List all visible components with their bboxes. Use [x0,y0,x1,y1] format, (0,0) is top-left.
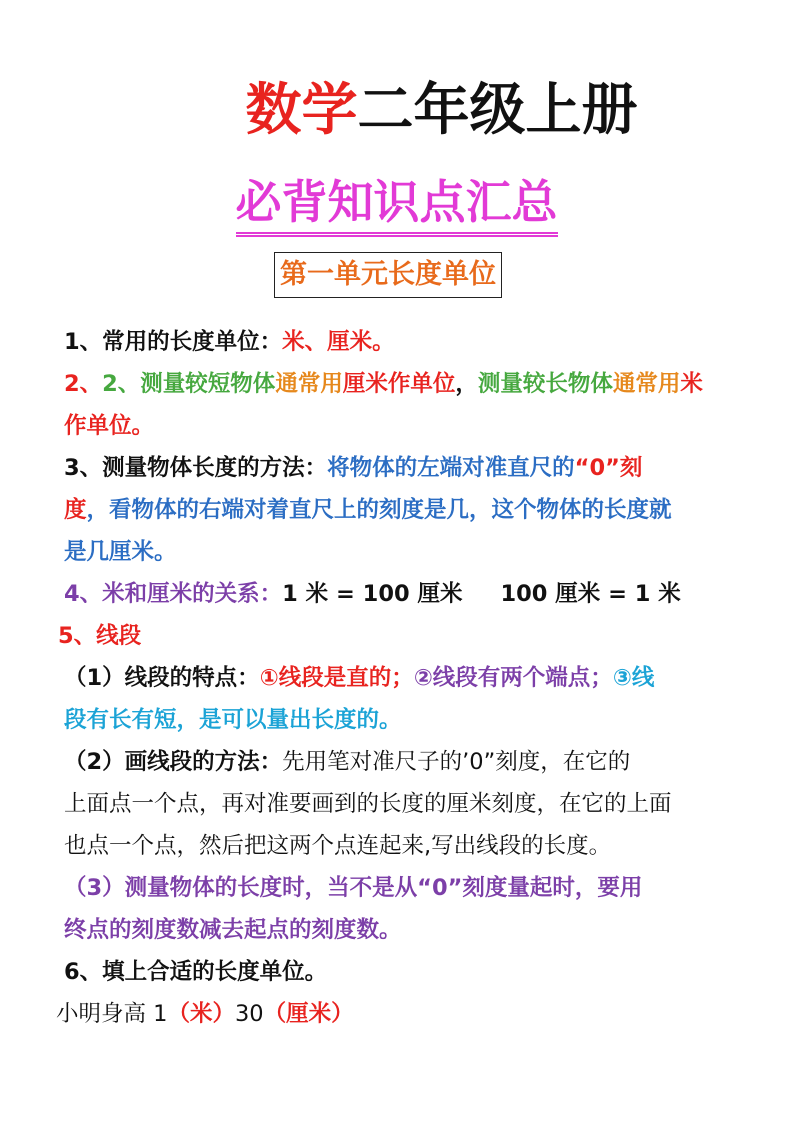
item-6-answer-1: （米） [167,1001,235,1027]
item-5-1-b: ②线段有两个端点； [413,665,613,691]
item-6-example-text-2: 30 [234,1001,264,1027]
item-1-value: 米、厘米。 [282,329,395,355]
item-2-text-a: 2、测量较短物体 [102,371,276,397]
item-1-label: 1、常用的长度单位： [64,329,283,355]
item-4-eq-2: 100 厘米 = 1 米 [500,581,681,607]
item-3-line-3: 是几厘米。 [64,539,177,565]
item-3-line-2 [64,490,672,530]
item-6-answer-2: （厘米） [263,1001,354,1027]
item-5-1-line-1 [64,658,654,698]
item-4-label: 4、米和厘米的关系： [64,581,283,607]
item-1 [64,322,395,362]
item-3-text-2: ，看物体的右端对着直尺上的刻度是几，这个物体的长度就 [86,497,672,523]
item-5-1-a: ①线段是直的； [259,665,414,691]
item-4-eq-1: 1 米 = 100 厘米 [282,581,463,607]
item-5-2-line-3: 也点一个点，然后把这两个点连起来,写出线段的长度。 [64,833,612,859]
item-3-label: 3、测量物体长度的方法： [64,455,328,481]
item-2-text-e: 测量较长物体 [477,371,613,397]
item-5-2-line-2: 上面点一个点，再对准要画到的长度的厘米刻度，在它的上面 [64,791,672,817]
item-6-example-text-1: 小明身高 1 [56,1001,168,1027]
item-2-text-b: 通常用 [275,371,343,397]
item-4 [64,574,681,614]
item-5-1-label: （1）线段的特点： [64,665,260,691]
item-6-heading: 6、填上合适的长度单位。 [64,959,328,985]
item-5-3-line-1: （3）测量物体的长度时，当不是从“0”刻度量起时，要用 [64,875,643,901]
item-5-3-line-2: 终点的刻度数减去起点的刻度数。 [64,917,402,943]
item-2-line-1 [64,364,703,404]
item-3-text-1: 将物体的左端对准直尺的 [327,455,575,481]
item-2-number: 2、 [64,371,103,397]
item-5-2-text-1: 先用笔对准尺子的’0”刻度，在它的 [282,749,631,775]
item-2-text-d: ， [455,371,478,397]
item-5-2-line-1 [64,742,630,782]
subtitle-text: 必背知识点汇总 [236,174,558,237]
item-3-zero: “0”刻 [574,455,643,481]
page-title [0,76,793,146]
title-subject: 数学 [245,78,358,143]
item-3-zero-2: 度 [64,497,87,523]
item-3-line-1 [64,448,642,488]
item-2-line-2: 作单位。 [64,413,155,439]
item-5-heading: 5、线段 [58,623,142,649]
item-5-1-c: ③线 [612,665,655,691]
unit-heading: 第一单元长度单位 [274,252,502,298]
item-2-text-f: 通常用 [612,371,681,397]
item-5-2-label: （2）画线段的方法： [64,749,283,775]
item-5-1-line-2: 段有长有短，是可以量出长度的。 [64,707,402,733]
item-2-text-c: 厘米作单位 [342,371,456,397]
item-6-example [56,994,354,1034]
title-grade: 二年级上册 [357,78,638,143]
page-subtitle [0,170,793,237]
item-2-text-g: 米 [680,371,703,397]
